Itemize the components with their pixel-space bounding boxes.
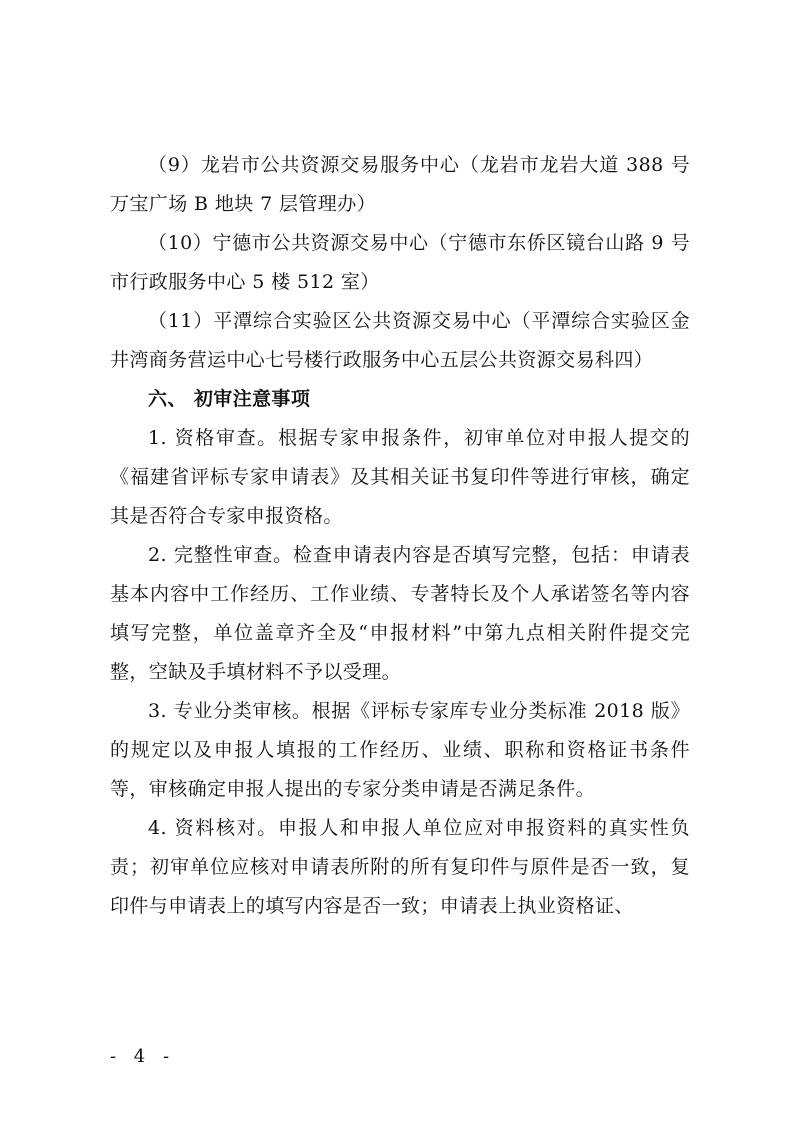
paragraph-completeness-review: 2. 完整性审查。检查申请表内容是否填写完整，包括：申请表基本内容中工作经历、工作业绩、专著特长及个人承诺签名等内容填写完整，单位盖章齐全及“申报材料”中第九点相关附件提交完整，空缺及手填材料不予以受理。: [110, 544, 690, 683]
section-heading: 六、 初审注意事项: [148, 388, 311, 410]
paragraph-pingtan-center: （11）平潭综合实验区公共资源交易中心（平潭综合实验区金井湾商务营运中心七号楼行政服务中心五层公共资源交易科四）: [110, 310, 690, 371]
page-number: - 4 -: [110, 1046, 176, 1067]
paragraph-longyan-center: （9）龙岩市公共资源交易服务中心（龙岩市龙岩大道 388 号万宝广场 B 地块 7 层管理办）: [110, 154, 690, 215]
paragraph-qualification-review: 1. 资格审查。根据专家申报条件，初审单位对申报人提交的《福建省评标专家申请表》及其相关证书复印件等进行审核，确定其是否符合专家申报资格。: [110, 427, 690, 527]
paragraph-ningde-center: （10）宁德市公共资源交易中心（宁德市东侨区镜台山路 9 号市行政服务中心 5 楼 512 室）: [110, 232, 690, 293]
paragraph-document-verification: 4. 资料核对。申报人和申报人单位应对申报资料的真实性负责；初审单位应核对申请表所附的所有复印件与原件是否一致，复印件与申请表上的填写内容是否一致；申请表上执业资格证、: [110, 817, 690, 917]
paragraph-classification-review: 3. 专业分类审核。根据《评标专家库专业分类标准 2018 版》的规定以及申报人填报的工作经历、业绩、职称和资格证书条件等，审核确定申报人提出的专家分类申请是否满足条件。: [110, 700, 690, 800]
page-content: [110, 146, 690, 926]
